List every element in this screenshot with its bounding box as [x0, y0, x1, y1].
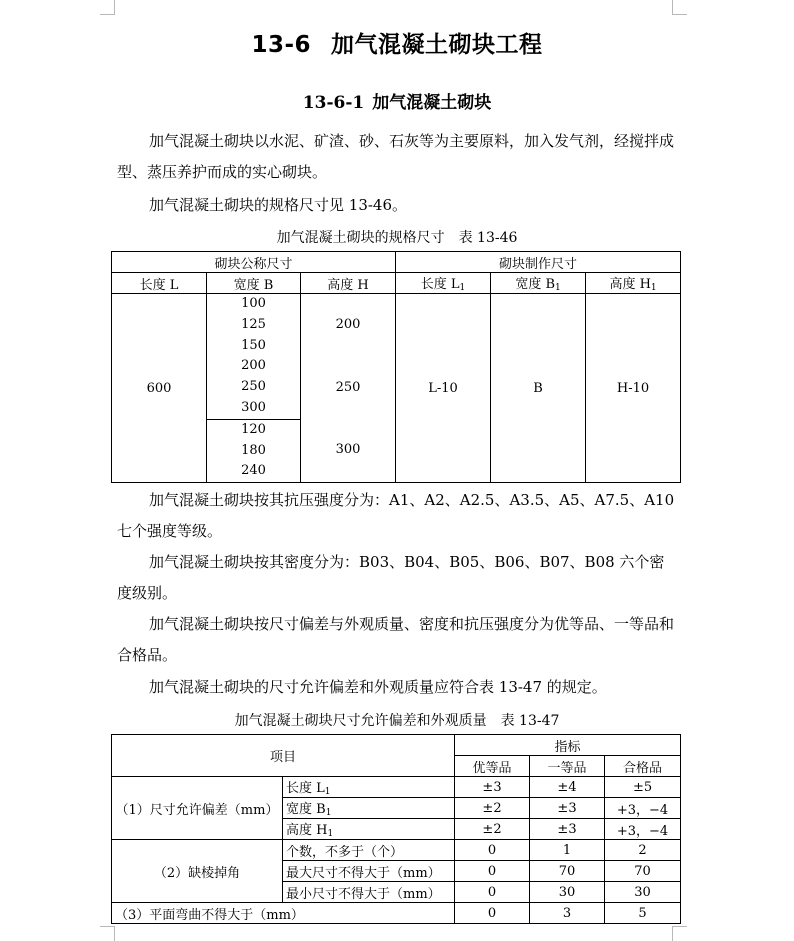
- group-dimension-tolerance: （1）尺寸允许偏差（mm）: [112, 777, 283, 840]
- row-label-flatness: （3）平面弯曲不得大于（mm）: [112, 903, 455, 924]
- width-value: 125: [241, 316, 266, 332]
- header-grade-first: 一等品: [530, 756, 605, 777]
- width-value: 240: [241, 463, 266, 479]
- cell-made-length: L-10: [396, 294, 491, 483]
- paragraph-table47-ref: 加气混凝土砌块的尺寸允许偏差和外观质量应符合表 13-47 的规定。: [149, 678, 607, 696]
- cell-value: 30: [530, 882, 605, 903]
- cell-value: 5: [605, 903, 681, 924]
- width-value: 250: [241, 379, 266, 395]
- cell-value: 0: [455, 903, 530, 924]
- paragraph-quality-grades: 加气混凝土砌块按尺寸偏差与外观质量、密度和抗压强度分为优等品、一等品和合格品。: [117, 615, 675, 664]
- row-label-max-size: 最大尺寸不得大于（mm）: [283, 861, 455, 882]
- col-header-width: 宽度 B: [207, 273, 301, 294]
- cell-widths-group-a: [207, 294, 301, 420]
- width-value: 120: [241, 421, 266, 437]
- table46-caption-text: 加气混凝土砌块的规格尺寸: [276, 230, 445, 246]
- paragraph-intro: 加气混凝土砌块以水泥、矿渣、砂、石灰等为主要原料，加入发气剂，经搅拌成型、蒸压养护而成的实心砌块。: [117, 132, 675, 181]
- table46-caption: [0, 227, 794, 247]
- subscript: 1: [555, 283, 561, 293]
- cell-value: ±5: [605, 777, 681, 798]
- cell-value: ±3: [455, 777, 530, 798]
- group-header-nominal: 砌块公称尺寸: [112, 252, 396, 273]
- crop-mark-top-left: [100, 0, 115, 15]
- paragraph-strength-grades: 加气混凝土砌块按其抗压强度分为：A1、A2、A2.5、A3.5、A5、A7.5、A10 七个强度等级。: [117, 491, 675, 540]
- cell-value: ±2: [455, 798, 530, 819]
- col-header-width1: [491, 273, 586, 294]
- cell-made-width: B: [491, 294, 586, 483]
- subscript: 1: [459, 283, 466, 293]
- subsection-number: 13-6-1: [302, 93, 365, 113]
- row-label-text: 宽度 B: [286, 802, 326, 817]
- section-heading: [0, 26, 794, 59]
- row-label-text: 高度 H: [286, 823, 328, 838]
- row-label-width: [283, 798, 455, 819]
- col-header-length1-text: 长度 L: [420, 277, 460, 292]
- cell-value: 70: [605, 861, 681, 882]
- cell-heights: [301, 294, 396, 483]
- row-label-min-size: 最小尺寸不得大于（mm）: [283, 882, 455, 903]
- cell-value: 0: [455, 861, 530, 882]
- subscript: 1: [325, 808, 332, 818]
- width-value: 300: [241, 399, 266, 415]
- col-header-width1-text: 宽度 B: [515, 277, 555, 292]
- group-missing-edges: （2）缺棱掉角: [112, 840, 283, 903]
- crop-mark-top-right: [672, 0, 687, 15]
- paragraph-density-grades: 加气混凝土砌块按其密度分为：B03、B04、B05、B06、B07、B08 六个密度级别。: [117, 553, 665, 602]
- cell-value: ±3: [530, 798, 605, 819]
- table47-number: 表 13-47: [500, 713, 560, 729]
- cell-value: 70: [530, 861, 605, 882]
- cell-value: 0: [455, 840, 530, 861]
- cell-value: 0: [455, 882, 530, 903]
- cell-value: ±2: [455, 819, 530, 840]
- cell-value: +3，−4: [605, 819, 681, 840]
- col-header-height: 高度 H: [301, 273, 396, 294]
- cell-value: 3: [530, 903, 605, 924]
- group-header-actual: 砌块制作尺寸: [396, 252, 681, 273]
- width-value: 180: [241, 442, 266, 458]
- row-label-text: 长度 L: [286, 781, 325, 796]
- subsection-heading: [0, 88, 794, 113]
- col-header-height1: [586, 273, 681, 294]
- width-value: 100: [241, 296, 266, 311]
- cell-value: ±3: [530, 819, 605, 840]
- cell-value: +3，−4: [605, 798, 681, 819]
- cell-length-value: 600: [112, 294, 207, 483]
- col-header-height1-text: 高度 H: [609, 277, 651, 292]
- subscript: 1: [324, 787, 331, 797]
- table46-number: 表 13-46: [458, 230, 518, 246]
- row-label-count: 个数，不多于（个）: [283, 840, 455, 861]
- width-value: 150: [241, 337, 266, 353]
- table-13-47: [111, 734, 681, 924]
- cell-widths-group-b: [207, 419, 301, 482]
- cell-value: 30: [605, 882, 681, 903]
- subsection-title: 加气混凝土砌块: [372, 93, 492, 113]
- cell-value: 2: [605, 840, 681, 861]
- header-item: 项目: [112, 735, 455, 777]
- header-grade-qualified: 合格品: [605, 756, 681, 777]
- height-value: 200: [335, 317, 361, 333]
- header-index: 指标: [455, 735, 681, 756]
- width-value: 200: [241, 358, 266, 374]
- col-header-length: 长度 L: [112, 273, 207, 294]
- cell-value: 1: [530, 840, 605, 861]
- header-grade-premium: 优等品: [455, 756, 530, 777]
- row-label-length: [283, 777, 455, 798]
- table47-caption-text: 加气混凝土砌块尺寸允许偏差和外观质量: [234, 713, 487, 729]
- table47-caption: [0, 710, 794, 730]
- row-label-height: [283, 819, 455, 840]
- cell-value: ±4: [530, 777, 605, 798]
- section-title: 加气混凝土砌块工程: [331, 32, 543, 58]
- subscript: 1: [650, 283, 657, 293]
- height-value: 250: [335, 379, 361, 395]
- col-header-length1: [396, 273, 491, 294]
- section-number: 13-6: [251, 32, 312, 58]
- subscript: 1: [327, 829, 334, 839]
- height-value: 300: [335, 442, 361, 458]
- table-13-46: [111, 251, 681, 483]
- paragraph-spec-ref: 加气混凝土砌块的规格尺寸见 13-46。: [149, 196, 408, 214]
- cell-made-height: H-10: [586, 294, 681, 483]
